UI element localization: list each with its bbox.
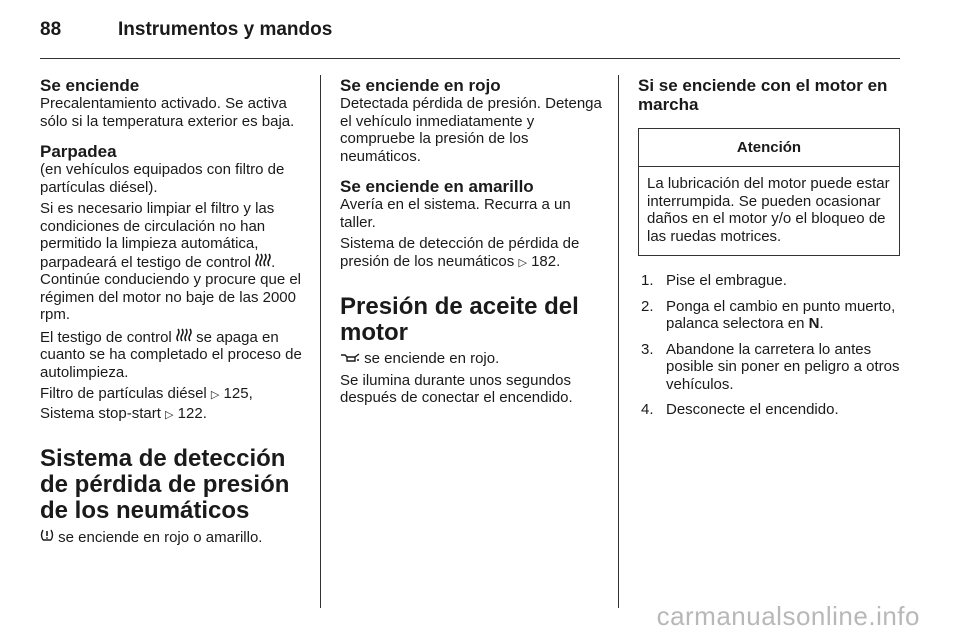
column-1 [40, 76, 305, 547]
column-3 [638, 76, 900, 427]
steps-list [638, 272, 900, 419]
oil-pressure-icon [340, 351, 360, 366]
attention-text: La lubricación del motor puede estar interrumpida. Se pueden ocasionar daños en el motor y/o el bloqueo de las ruedas motrices. [647, 175, 890, 245]
text: . [819, 315, 824, 332]
list-item [638, 401, 900, 419]
text: Si es necesario limpiar el filtro y las condiciones de circulación no han permitido la limpieza automática, parpadeará el testigo de control [40, 200, 275, 271]
list-item [638, 298, 900, 333]
paragraph: Se ilumina durante unos segundos después de conectar el encendido. [340, 371, 573, 406]
heading-parpadea: Parpadea [40, 142, 117, 161]
text: 125, Sistema stop-start [40, 385, 253, 422]
page-reference-arrow-icon: ▷ [165, 408, 174, 421]
glow-plug-icon [255, 253, 271, 270]
paragraph [40, 328, 305, 382]
page-reference-arrow-icon: ▷ [210, 389, 220, 401]
tire-pressure-icon [40, 528, 54, 545]
paragraph: Precalentamiento activado. Se activa sólo si la temperatura exterior es baja. [40, 95, 295, 130]
gear-letter: N [808, 315, 820, 332]
heading-sistema-deteccion: Sistema de detección de pérdida de presión de los neumáticos [40, 445, 290, 524]
step-text: Abandone la carretera lo antes posible sin poner en peligro a otros vehículos. [666, 340, 900, 393]
paragraph [40, 528, 305, 547]
paragraph [340, 235, 605, 272]
list-item [638, 272, 900, 290]
paragraph: (en vehículos equipados con filtro de partículas diésel). [40, 161, 285, 196]
text: se enciende en rojo o amarillo. [54, 529, 263, 546]
paragraph [340, 350, 605, 368]
text: Ponga el cambio en punto muerto, palanca selectora en [666, 297, 896, 332]
heading-motor-en-marcha: Si se enciende con el motor en marcha [638, 76, 888, 114]
paragraph: Avería en el sistema. Recurra a un taller. [340, 196, 571, 231]
list-item [638, 341, 900, 394]
attention-title: Atención [639, 129, 899, 167]
paragraph [40, 200, 305, 324]
step-number: 2. [641, 297, 654, 315]
step-number: 4. [641, 401, 654, 418]
heading-se-enciende-amarillo: Se enciende en amarillo [340, 177, 534, 196]
step-text: Desconecte el encendido. [666, 401, 839, 418]
attention-box [638, 128, 900, 256]
paragraph: Detectada pérdida de presión. Detenga el vehículo inmediatamente y compruebe la presión de los neumáticos. [340, 95, 602, 165]
text: se enciende en rojo. [360, 350, 500, 367]
step-number: 3. [641, 340, 654, 358]
page-number: 88 [40, 19, 62, 40]
header-divider [40, 58, 900, 59]
text: . Continúe conduciendo y procure que el régimen del motor no baje de las 2000 rpm. [40, 253, 302, 323]
step-text [666, 298, 900, 333]
section-title: Instrumentos y mandos [118, 19, 333, 40]
page-reference-arrow-icon: ▷ [518, 256, 527, 269]
column-divider [618, 75, 619, 608]
glow-plug-icon [176, 328, 192, 345]
text: Filtro de partículas diésel [40, 385, 207, 402]
text: Sistema de detección de pérdida de presión de los neumáticos [340, 235, 580, 270]
text: 122. [173, 404, 207, 422]
step-text: Pise el embrague. [666, 272, 787, 289]
heading-se-enciende-rojo: Se enciende en rojo [340, 76, 501, 95]
column-divider [320, 75, 321, 608]
page-header [40, 19, 332, 49]
column-2 [340, 76, 605, 407]
text: se apaga en cuanto se ha completado el proceso de autolimpieza. [40, 328, 302, 381]
watermark: carmanualsonline.info [656, 601, 920, 631]
text: 182. [526, 252, 561, 270]
heading-se-enciende: Se enciende [40, 76, 140, 95]
step-number: 1. [641, 272, 654, 289]
paragraph [40, 385, 305, 424]
heading-presion-aceite: Presión de aceite del motor [340, 293, 579, 346]
text: El testigo de control [40, 328, 172, 346]
